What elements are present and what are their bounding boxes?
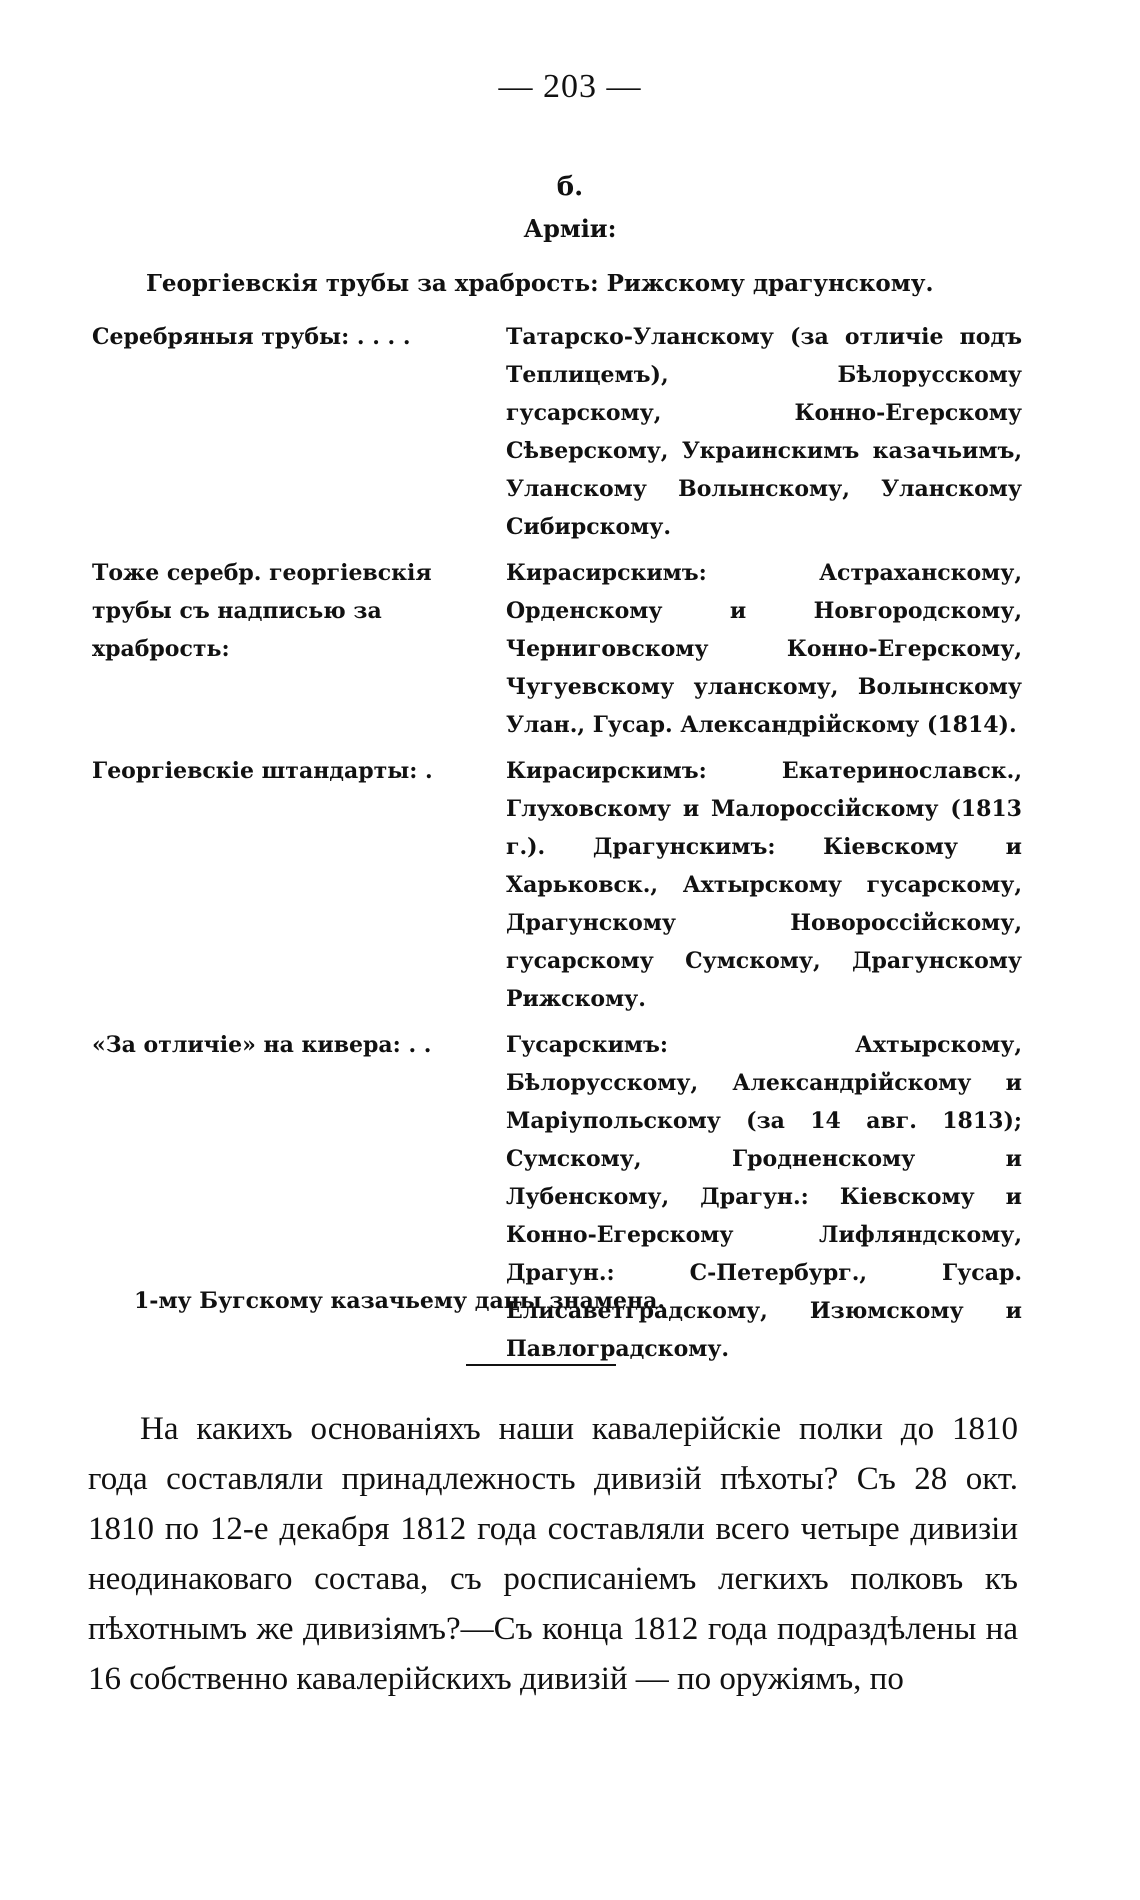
divider — [466, 1364, 616, 1366]
award-label: «За отличіе» на кивера: . . — [92, 1032, 432, 1058]
first-line: Георгіевскія трубы за храбрость: Рижскому драгунскому. — [146, 270, 934, 297]
award-entry — [92, 1026, 1022, 1368]
section-title: Арміи: — [523, 214, 617, 243]
bugsk-line: 1-му Бугскому казачьему даны знамена. — [134, 1288, 666, 1314]
award-entry — [92, 554, 1022, 744]
award-recipients: Гусарскимъ: Ахтырскому, Бѣлорусскому, Александрійскому и Маріупольскому (за 14 авг. 1813); Сумскому, Гродненскому и Лубенскому, Драгун.: Кіевскому и Конно-Егерскому Лифляндскому, Драгун.: С-Петербург., Гусар. Елисаветградскому, Изюмскому и Павлоградскому. — [506, 1032, 1022, 1362]
award-entry — [92, 318, 1022, 546]
award-entry — [92, 752, 1022, 1018]
page-number: — 203 — — [498, 68, 642, 105]
award-label: Тоже серебр. георгіевскія трубы съ надписью за храбрость: — [92, 560, 432, 662]
award-recipients: Кирасирскимъ: Астраханскому, Орденскому и Новгородскому, Черниговскому Конно-Егерскому, Чугуевскому уланскому, Волынскому Улан., Гусар. Александрійскому (1814). — [506, 560, 1022, 738]
award-recipients: Татарско-Уланскому (за отличіе подъ Теплицемъ), Бѣлорусскому гусарскому, Конно-Егерскому Сѣверскому, Украинскимъ казачьимъ, Уланскому Волынскому, Уланскому Сибирскому. — [506, 324, 1022, 540]
body-paragraph: На какихъ основаніяхъ наши кавалерійскіе полки до 1810 года составляли принадлежность дивизій пѣхоты? Съ 28 окт. 1810 по 12-е декабря 1812 года составляли всего четыре дивизіи неодинаковаго состава, съ росписаніемъ легкихъ полковъ къ пѣхотнымъ же дивизіямъ?—Съ конца 1812 года подраздѣлены на 16 собственно кавалерійскихъ дивизій — по оружіямъ, по — [88, 1411, 1018, 1697]
award-label: Серебряныя трубы: . . . . — [92, 324, 411, 350]
section-marker: б. — [556, 172, 584, 202]
awards-list — [92, 318, 1022, 1376]
award-recipients: Кирасирскимъ: Екатеринославск., Глуховскому и Малороссійскому (1813 г.). Драгунскимъ: Кіевскому и Харьковск., Ахтырскому гусарскому, Драгунскому Новороссійскому, гусарскому Сумскому, Драгунскому Рижскому. — [506, 758, 1022, 1012]
award-label: Георгіевскіе штандарты: . — [92, 758, 433, 784]
